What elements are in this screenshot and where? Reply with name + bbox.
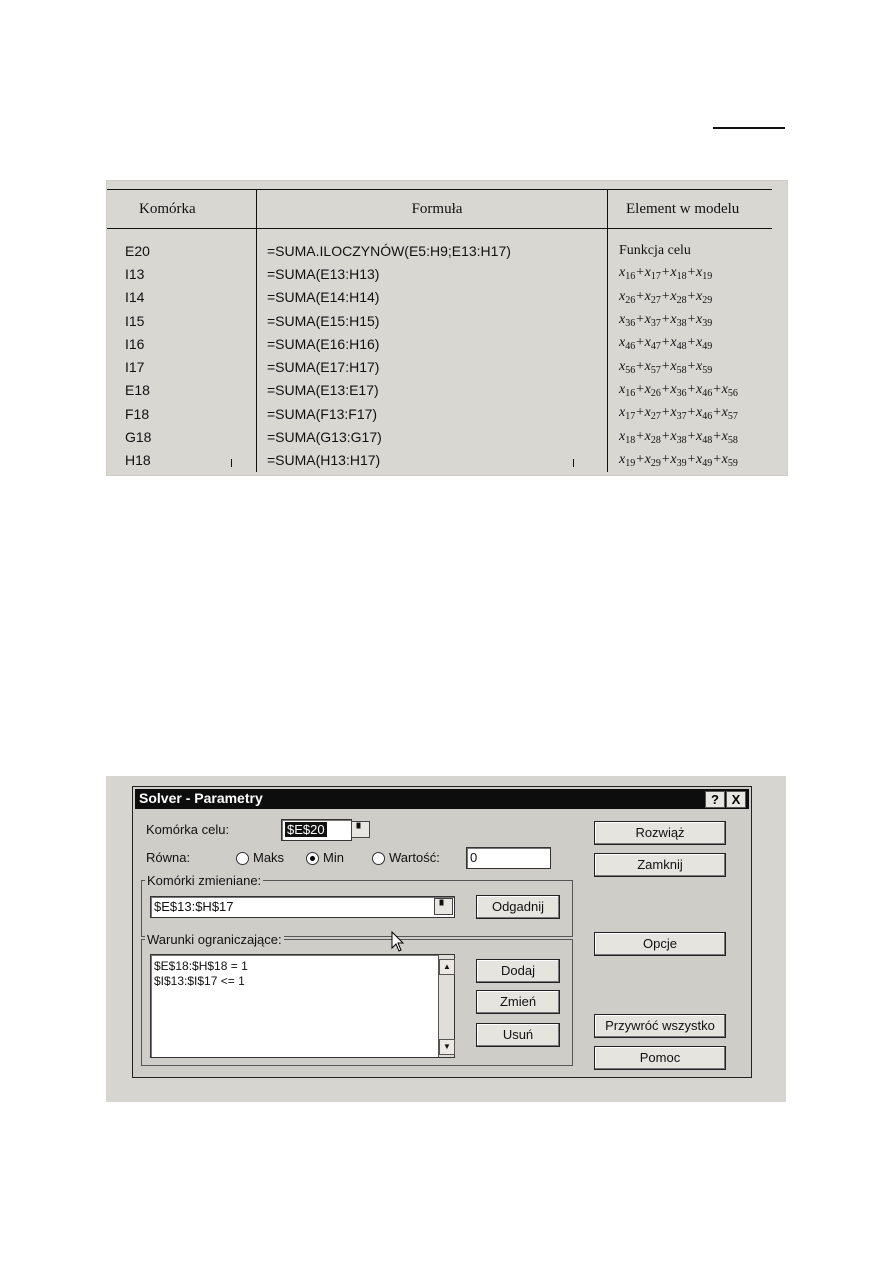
cell-model-element <box>608 402 773 425</box>
model-expression: $x_{56}+x_{57}+x_{58}+x_{59}$ <box>619 358 713 376</box>
formula-table <box>107 189 772 472</box>
scroll-down-icon[interactable]: ▼ <box>439 1039 455 1055</box>
radio-min-label: Min <box>323 850 344 865</box>
cell-formula: =SUMA(E13:H13) <box>257 262 608 285</box>
cell-model-element: Funkcja celu <box>619 242 691 258</box>
model-expression: $x_{16}+x_{17}+x_{18}+x_{19}$ <box>619 265 713 283</box>
table-row <box>107 286 772 309</box>
column-divider <box>573 459 574 467</box>
solver-dialog-scan <box>106 776 786 1102</box>
scrollbar[interactable] <box>438 955 454 1057</box>
mouse-pointer-icon <box>391 931 405 953</box>
cell-formula: =SUMA(H13:H17) <box>257 449 608 472</box>
dialog-title: Solver - Parametry <box>139 790 263 806</box>
header-rule <box>713 127 785 129</box>
options-button[interactable]: Opcje <box>594 932 726 956</box>
model-expression: $x_{16}+x_{26}+x_{36}+x_{46}+x_{56}$ <box>619 381 738 399</box>
value-input[interactable]: 0 <box>466 847 551 869</box>
cell-ref: F18 <box>125 405 150 422</box>
model-expression: $x_{17}+x_{27}+x_{37}+x_{46}+x_{57}$ <box>619 405 738 423</box>
table-row <box>107 229 772 263</box>
cell-model-element <box>608 425 773 448</box>
target-cell-value: $E$20 <box>287 822 325 837</box>
cell-formula: =SUMA(E13:E17) <box>257 379 608 402</box>
constraints-list[interactable] <box>150 954 455 1058</box>
cell-model-element <box>608 309 773 332</box>
table-row <box>107 379 772 402</box>
cell-model-element <box>608 286 773 309</box>
table-body <box>107 229 772 472</box>
target-cell-input[interactable] <box>281 819 352 841</box>
cell-model-element <box>608 262 773 285</box>
collapse-dialog-icon[interactable]: ▘ <box>351 821 370 838</box>
table-header-row <box>107 190 772 229</box>
title-bar[interactable] <box>135 789 749 809</box>
equal-label: Równa: <box>146 850 191 865</box>
cell-ref: E18 <box>125 382 150 399</box>
cell-ref: I17 <box>125 359 145 376</box>
model-expression: $x_{19}+x_{29}+x_{39}+x_{49}+x_{59}$ <box>619 451 738 469</box>
header-element: Element w modelu <box>608 190 773 229</box>
cell-ref: I15 <box>125 312 145 329</box>
table-row <box>107 355 772 378</box>
target-cell-label: Komórka celu: <box>146 822 230 837</box>
cell-formula: =SUMA(F13:F17) <box>257 402 608 425</box>
cell-ref: H18 <box>125 452 151 469</box>
constraints-label: Warunki ograniczające: <box>147 932 282 947</box>
cell-ref: I14 <box>125 289 145 306</box>
model-expression: $x_{36}+x_{37}+x_{38}+x_{39}$ <box>619 312 713 330</box>
model-expression: $x_{46}+x_{47}+x_{48}+x_{49}$ <box>619 335 713 353</box>
cell-ref: G18 <box>125 429 152 446</box>
radio-max[interactable] <box>236 852 249 865</box>
cell-model-element <box>608 379 773 402</box>
cell-ref: I13 <box>125 265 145 282</box>
collapse-changing-icon[interactable]: ▘ <box>434 898 453 915</box>
guess-button[interactable]: Odgadnij <box>476 895 560 919</box>
constraint-item[interactable]: $I$13:$I$17 <= 1 <box>154 974 245 988</box>
changing-cells-input[interactable]: $E$13:$H$17 <box>150 896 455 918</box>
radio-min[interactable] <box>306 852 319 865</box>
solve-button[interactable]: Rozwiąż <box>594 821 726 845</box>
solver-dialog <box>132 786 752 1078</box>
cell-model-element <box>608 449 773 472</box>
close-icon-button[interactable]: X <box>726 791 746 808</box>
cell-formula: =SUMA(E17:H17) <box>257 355 608 378</box>
cell-model-element <box>608 355 773 378</box>
table-row <box>107 425 772 448</box>
radio-value[interactable] <box>372 852 385 865</box>
help-icon-button[interactable]: ? <box>705 791 725 808</box>
cell-formula: =SUMA(E16:H16) <box>257 332 608 355</box>
cell-formula: =SUMA.ILOCZYNÓW(E5:H9;E13:H17) <box>257 229 608 263</box>
header-cell: Komórka <box>107 190 257 229</box>
add-button[interactable]: Dodaj <box>476 959 560 983</box>
table-row <box>107 309 772 332</box>
cell-ref: E20 <box>125 242 150 259</box>
cell-formula: =SUMA(G13:G17) <box>257 425 608 448</box>
formula-table-scan <box>106 180 788 476</box>
model-expression: $x_{26}+x_{27}+x_{28}+x_{29}$ <box>619 288 713 306</box>
table-row <box>107 262 772 285</box>
model-expression: $x_{18}+x_{28}+x_{38}+x_{48}+x_{58}$ <box>619 428 738 446</box>
table-row <box>107 332 772 355</box>
table-row <box>107 449 772 472</box>
table-row <box>107 402 772 425</box>
header-formula: Formuła <box>257 190 608 229</box>
cell-formula: =SUMA(E15:H15) <box>257 309 608 332</box>
cell-formula: =SUMA(E14:H14) <box>257 286 608 309</box>
constraint-item[interactable]: $E$18:$H$18 = 1 <box>154 959 248 973</box>
close-dialog-button[interactable]: Zamknij <box>594 853 726 877</box>
help-button[interactable]: Pomoc <box>594 1046 726 1070</box>
radio-max-label: Maks <box>253 850 285 865</box>
radio-value-label: Wartość: <box>389 850 440 865</box>
change-button[interactable]: Zmień <box>476 990 560 1014</box>
column-divider <box>231 459 232 467</box>
reset-button[interactable]: Przywróć wszystko <box>594 1014 726 1038</box>
cell-ref: I16 <box>125 335 145 352</box>
cell-model-element <box>608 332 773 355</box>
delete-button[interactable]: Usuń <box>476 1023 560 1047</box>
scroll-up-icon[interactable]: ▲ <box>439 959 455 975</box>
changing-cells-label: Komórki zmieniane: <box>147 873 262 888</box>
